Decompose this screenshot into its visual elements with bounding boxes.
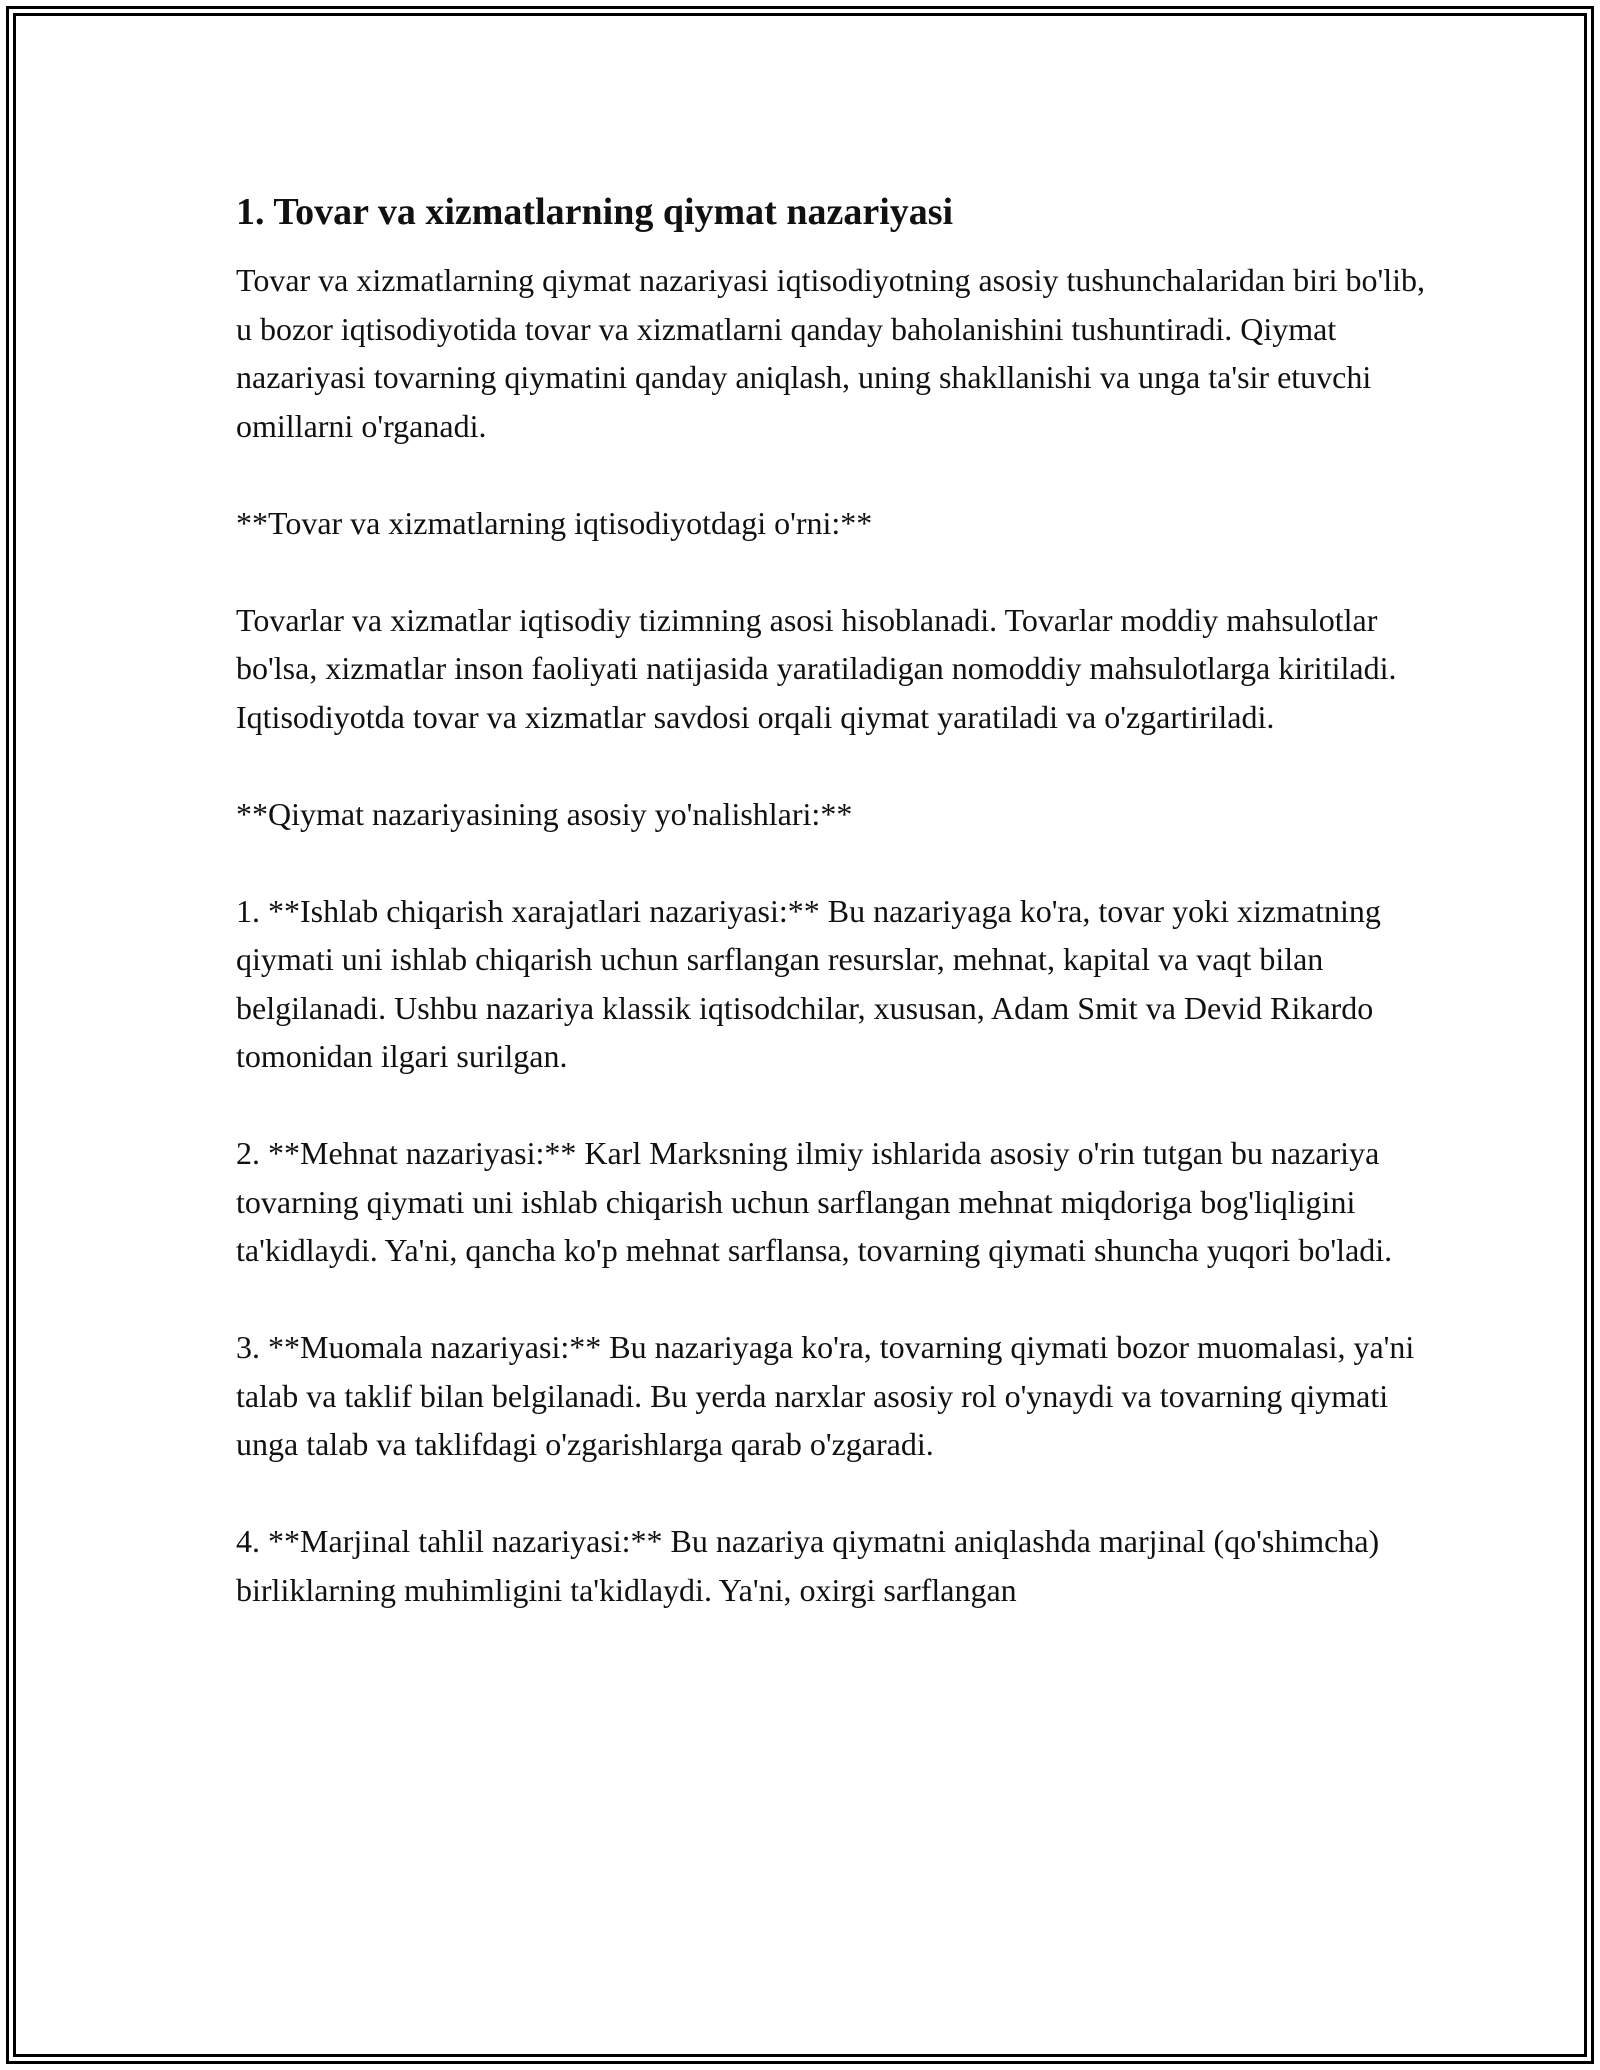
list-item-labor-theory: 2. **Mehnat nazariyasi:** Karl Marksning ilmiy ishlarida asosiy o'rin tutgan bu nazariya tovarning qiymati uni ishlab chiqarish uchun sarflangan mehnat miqdoriga bog'liqligini ta'kidlaydi. Ya'ni, qancha ko'p mehnat sarflansa, tovarning qiymati shuncha yuqori bo'ladi. — [236, 1135, 1393, 1268]
list-item-marginal-theory: 4. **Marjinal tahlil nazariyasi:** Bu nazariya qiymatni aniqlashda marjinal (qo'shimcha) birliklarning muhimligini ta'kidlaydi. Ya'ni, oxirgi sarflangan — [236, 1523, 1380, 1608]
list-item-production-costs: 1. **Ishlab chiqarish xarajatlari nazariyasi:** Bu nazariyaga ko'ra, tovar yoki xizmatning qiymati uni ishlab chiqarish uchun sarflangan resurslar, mehnat, kapital va vaqt bilan belgilanadi. Ushbu nazariya klassik iqtisodchilar, xususan, Adam Smit va Devid Rikardo tomonidan ilgari surilgan. — [236, 892, 1381, 1074]
document-title: 1. Tovar va xizmatlarning qiymat nazariyasi — [236, 191, 954, 233]
paragraph-intro: Tovar va xizmatlarning qiymat nazariyasi iqtisodiyotning asosiy tushunchalaridan biri bo'lib, u bozor iqtisodiyotida tovar va xizmatlarni qanday baholanishini tushuntiradi. Qiymat nazariyasi tovarning qiymatini qanday aniqlash, uning shakllanishi va unga ta'sir etuvchi omillarni o'rganadi. — [236, 262, 1426, 444]
document-body — [236, 184, 1426, 1663]
paragraph-heading-directions: **Qiymat nazariyasining asosiy yo'nalishlari:** — [236, 795, 853, 832]
paragraph-role: Tovarlar va xizmatlar iqtisodiy tizimning asosi hisoblanadi. Tovarlar moddiy mahsulotlar bo'lsa, xizmatlar inson faoliyati natijasida yaratiladigan nomoddiy mahsulotlarga kiritiladi. Iqtisodiyotda tovar va xizmatlar savdosi orqali qiymat yaratiladi va o'zgartiriladi. — [236, 601, 1397, 735]
paragraph-heading-role: **Tovar va xizmatlarning iqtisodiyotdagi o'rni:** — [236, 504, 873, 541]
list-item-circulation-theory: 3. **Muomala nazariyasi:** Bu nazariyaga ko'ra, tovarning qiymati bozor muomalasi, ya'ni talab va taklif bilan belgilanadi. Bu yerda narxlar asosiy rol o'ynaydi va tovarning qiymati unga talab va taklifdagi o'zgarishlarga qarab o'zgaradi. — [236, 1329, 1415, 1462]
